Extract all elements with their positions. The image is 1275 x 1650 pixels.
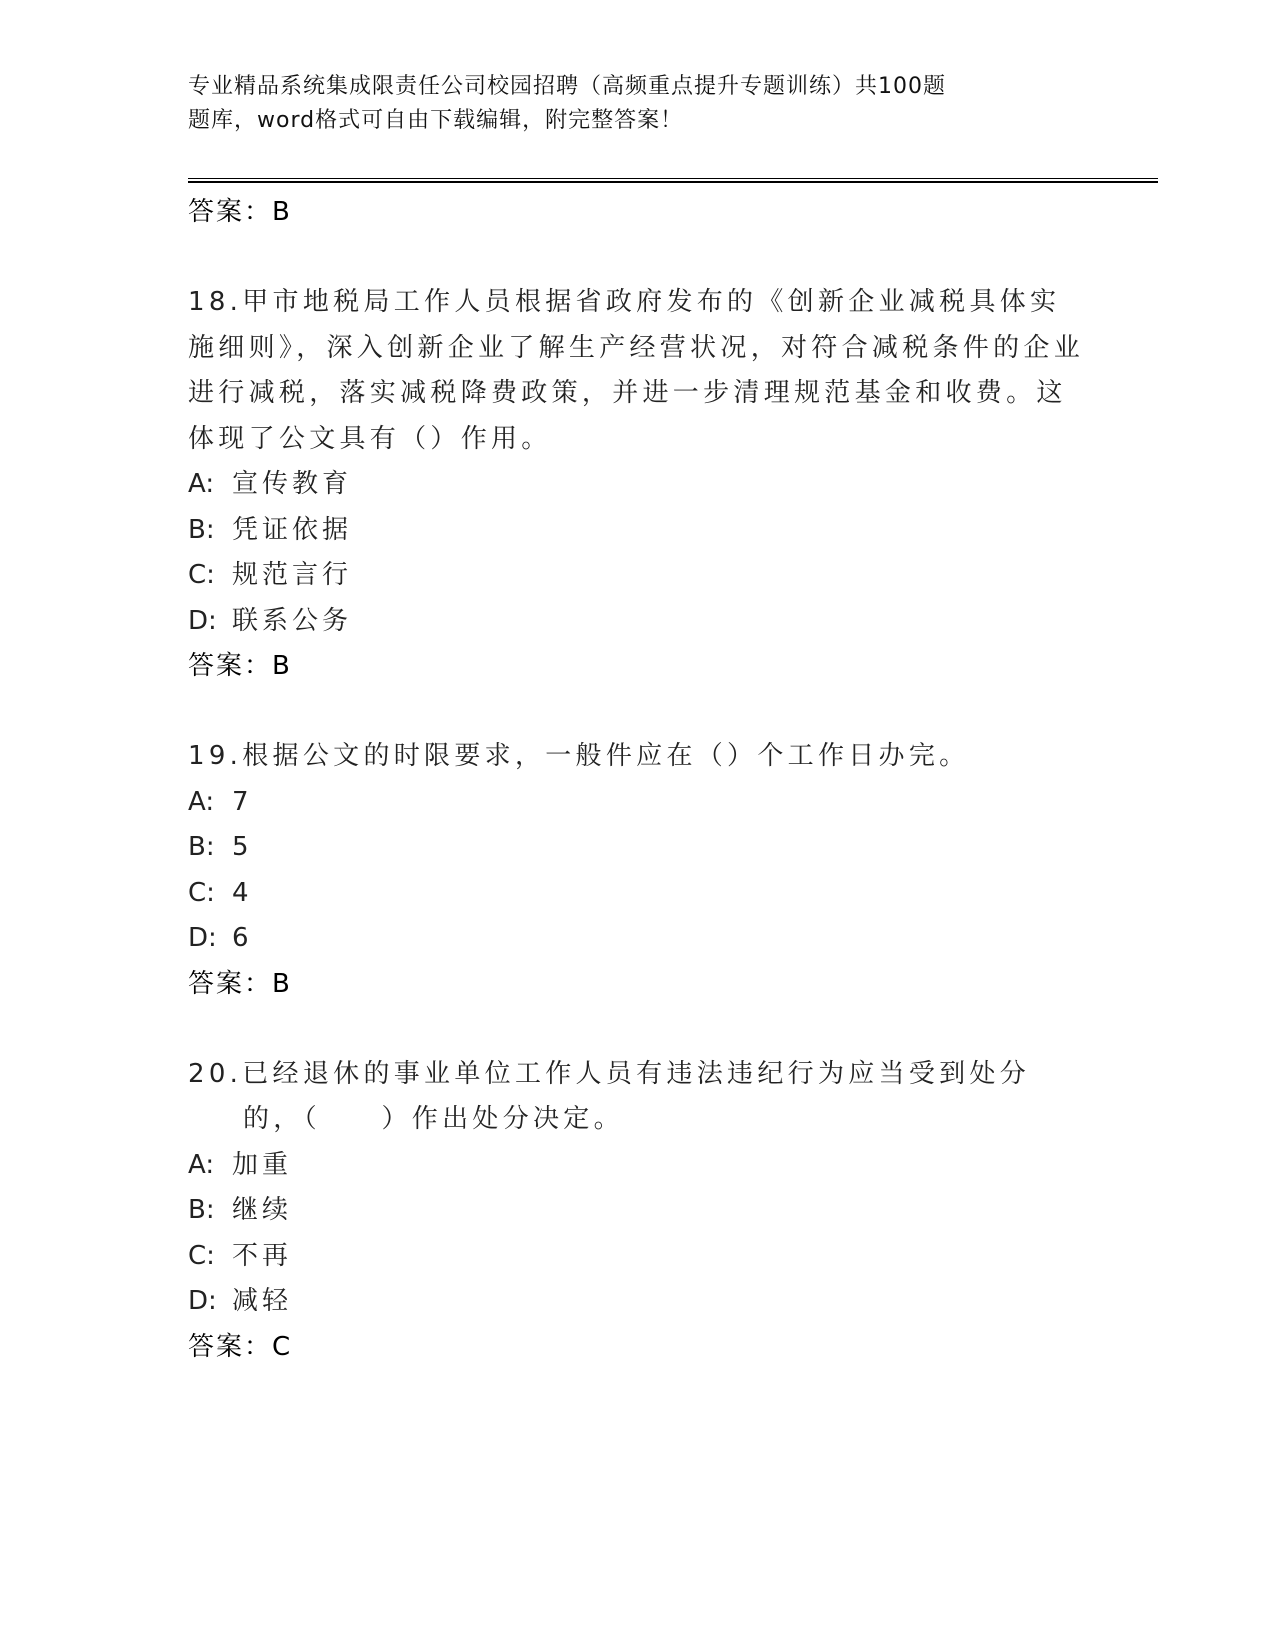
option-value: 继续 [232,1195,293,1225]
option-value: 不再 [232,1240,293,1271]
option-value: 7 [232,786,253,817]
option-key: A: [188,786,215,817]
option-b [188,825,1088,871]
option-a [188,462,1088,508]
page-header [188,70,1068,138]
option-b [188,1188,1088,1234]
question-block [188,1052,1088,1370]
option-value: 6 [232,923,253,953]
option-value: 宣传教育 [232,469,353,499]
question-text: 20.已经退休的事业单位工作人员有违法违纪行为应当受到处分的，（ ）作出处分决定。 [188,1058,1031,1134]
option-key: C: [188,1240,215,1271]
question-list [188,190,1088,1370]
answer-line: 答案：B [188,651,292,681]
header-title-line-1: 专业精品系统集成限责任公司校园招聘（高频重点提升专题训练）共100题 [188,74,946,99]
option-value: 联系公务 [232,605,353,636]
option-value: 减轻 [232,1286,293,1316]
question-text: 18.甲市地税局工作人员根据省政府发布的《创新企业减税具体实施细则》，深入创新企业了解生产经营状况，对符合减税条件的企业进行减税，落实减税降费政策，并进一步清理规范基金和收费。这体现了公文具有（）作用。 [188,287,1085,454]
option-c [188,553,1088,599]
option-key: B: [188,514,215,545]
answer-line: 答案：B [188,968,292,999]
option-c [188,1234,1088,1280]
question-block [188,280,1088,689]
option-key: D: [188,1286,217,1316]
question-block [188,734,1088,1007]
option-key: C: [188,877,215,908]
option-key: B: [188,832,215,862]
option-c [188,871,1088,917]
option-d [188,916,1088,962]
option-key: D: [188,605,217,636]
header-title-line-2: 题库，word格式可自由下载编辑，附完整答案！ [188,108,684,133]
option-a [188,780,1088,826]
option-key: A: [188,469,215,499]
spacer [188,689,1088,734]
option-value: 加重 [232,1149,293,1180]
option-key: C: [188,560,215,590]
option-key: B: [188,1195,215,1225]
option-a [188,1143,1088,1189]
option-value: 凭证依据 [232,514,353,545]
header-divider [188,178,1158,183]
option-value: 4 [232,877,253,908]
option-key: A: [188,1149,215,1180]
answer-line: 答案：B [188,197,292,227]
option-value: 5 [232,832,253,862]
answer-line: 答案：C [188,1331,293,1362]
option-d [188,599,1088,645]
option-d [188,1279,1088,1325]
option-b [188,508,1088,554]
spacer [188,235,1088,280]
option-value: 规范言行 [232,560,353,590]
spacer [188,1007,1088,1052]
question-text: 19.根据公文的时限要求，一般件应在（）个工作日办完。 [188,741,970,771]
option-key: D: [188,923,217,953]
